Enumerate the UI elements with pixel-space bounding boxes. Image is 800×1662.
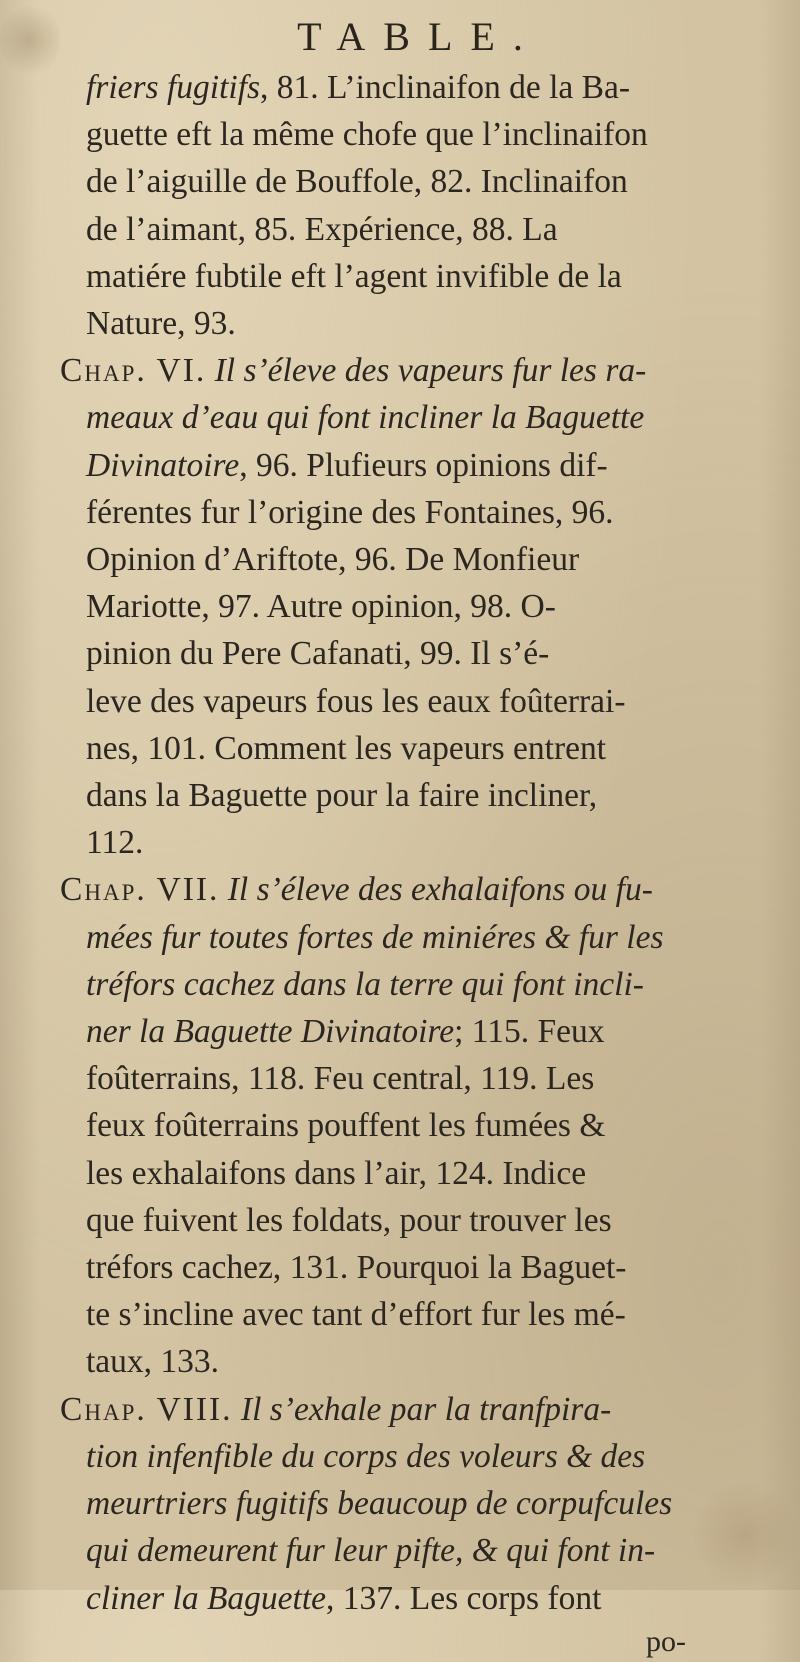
text-line: foûterrains, 118. Feu central, 119. Les <box>86 1060 595 1098</box>
text-line: tion infenfible du corps des voleurs & des <box>86 1437 646 1475</box>
chapter-label: Chap. VII. <box>60 871 220 909</box>
text-line: dans la Baguette pour la faire incliner, <box>86 777 598 815</box>
text-line: mées fur toutes fortes de miniéres & fur les <box>86 918 664 956</box>
index-entry-continuation <box>60 64 760 347</box>
text-line: pinion du Pere Cafanati, 99. Il s’é- <box>86 635 550 673</box>
text-line: matiére fubtile eft l’agent invifible de la <box>86 257 622 295</box>
roman-text: , 81. L’inclinaifon de la Ba- <box>260 69 631 106</box>
text-line <box>86 442 760 489</box>
italic-text: ner la Baguette Divinatoire <box>86 1013 455 1051</box>
catchword: po- <box>646 1624 686 1658</box>
chapter-label: Chap. VIII. <box>60 1390 233 1428</box>
index-entry-chapter-8 <box>60 1386 760 1622</box>
text-line: Mariotte, 97. Autre opinion, 98. O- <box>86 588 556 626</box>
text-line: guette eft la même chofe que l’inclinaifon <box>86 116 648 154</box>
text-line <box>86 1008 760 1055</box>
text-line: nes, 101. Comment les vapeurs entrent <box>86 729 607 767</box>
italic-text: cliner la Baguette <box>86 1579 327 1617</box>
text-line <box>86 1575 760 1622</box>
text-line: Opinion d’Ariftote, 96. De Monfieur <box>86 541 580 579</box>
text-line: tréfors cachez, 131. Pourquoi la Baguet- <box>86 1249 627 1287</box>
text-line: te s’incline avec tant d’effort fur les mé- <box>86 1296 626 1334</box>
index-entry-chapter-7 <box>60 866 760 1385</box>
text-line: de l’aiguille de Bouffole, 82. Inclinaifon <box>86 163 628 201</box>
italic-text: Il s’éleve des exhalaifons ou fu- <box>227 871 653 909</box>
italic-text: Divinatoire <box>86 446 240 484</box>
text-line: leve des vapeurs fous les eaux foûterrai- <box>86 682 626 720</box>
text-line <box>60 347 760 394</box>
roman-text: , 137. Les corps font <box>326 1579 602 1617</box>
index-entry-chapter-6 <box>60 347 760 866</box>
roman-text: , 96. Plufieurs opinions dif- <box>239 446 608 484</box>
chapter-label: Chap. VI. <box>60 352 207 390</box>
text-line: feux foûterrains pouffent les fumées & <box>86 1107 606 1145</box>
text-line: Nature, 93. <box>86 305 236 343</box>
italic-text: friers fugitifs <box>86 69 261 106</box>
text-line: taux, 133. <box>86 1343 220 1381</box>
text-line <box>60 866 760 913</box>
text-line <box>60 1386 760 1433</box>
roman-text: ; 115. Feux <box>454 1013 605 1051</box>
italic-text: Il s’éleve des vapeurs fur les ra- <box>214 352 647 390</box>
text-line: que fuivent les foldats, pour trouver les <box>86 1201 612 1239</box>
running-head: TABLE. <box>297 14 541 59</box>
text-line: férentes fur l’origine des Fontaines, 96. <box>86 493 614 531</box>
text-line <box>86 64 760 111</box>
italic-text: Il s’exhale par la tranfpira- <box>240 1390 612 1428</box>
text-line: qui demeurent fur leur pifte, & qui font in- <box>86 1532 656 1570</box>
text-line: meurtriers fugitifs beaucoup de corpufcules <box>86 1485 673 1523</box>
text-line: tréfors cachez dans la terre qui font incli- <box>86 965 644 1003</box>
text-line: les exhalaifons dans l’air, 124. Indice <box>86 1154 587 1192</box>
text-line: 112. <box>86 824 144 862</box>
text-line: de l’aimant, 85. Expérience, 88. La <box>86 210 558 248</box>
text-line: meaux d’eau qui font incliner la Baguette <box>86 399 645 437</box>
